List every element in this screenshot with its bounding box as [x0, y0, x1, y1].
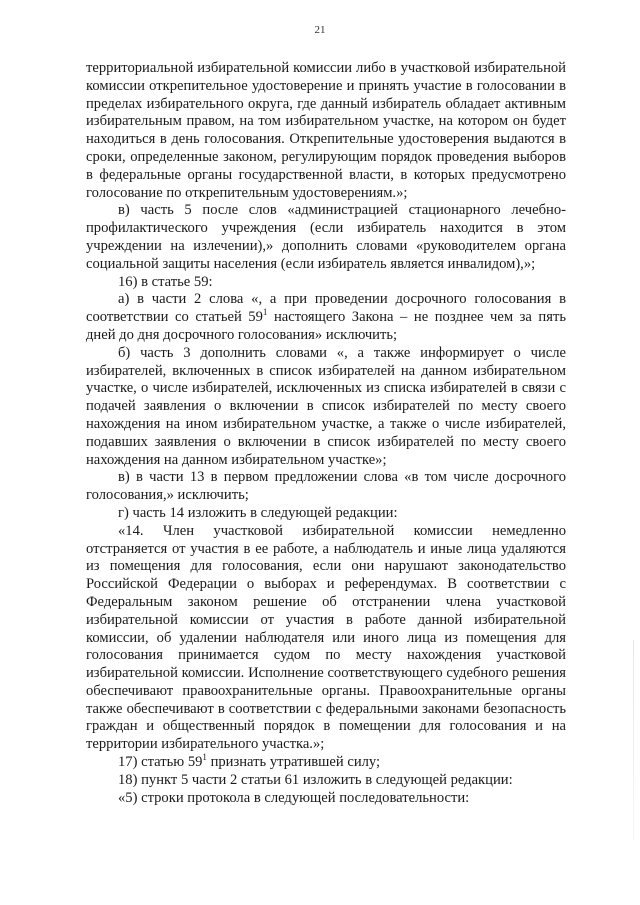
- text-fragment: а) в части 2 слова «, а при проведении досрочного голосования в соответствии со статьей 59: [86, 291, 566, 326]
- paragraph-item-v-part-13: в) в части 13 в первом предложении слова «в том числе досрочного голосования,» исключить;: [86, 469, 566, 504]
- paragraph-continuation: территориальной избирательной комиссии либо в участковой избирательной комиссии открепительное удостоверение и принять участие в голосовании в пределах избирательного округа, где данный избиратель обладает активным избирательным правом, на том избирательном участке, на котором он будет находиться в день голосования. Открепительные удостоверения выдаются в сроки, определенные законом, регулирующим порядок проведения выборов в федеральные органы государственной власти, в которых предусмотрено голосование по открепительным удостоверениям.»;: [86, 60, 566, 201]
- paragraph-quoted-part-14: «14. Член участковой избирательной комиссии немедленно отстраняется от участия в ее работе, а наблюдатель и иные лица удаляются из помещения для голосования, если они нарушают законодательство Российской Федерации о выборах и референдумах. В соответствии с Федеральным законом решение об отстранении члена участковой избирательной комиссии от участия в работе данной избирательной комиссии, об удалении наблюдателя или иного лица из помещения для голосования принимается судом по месту нахождения участковой избирательной комиссии. Исполнение соответствующего судебного решения обеспечивают правоохранительные органы. Правоохранительные органы также обеспечивают в соответствии с федеральными законами безопасность граждан и общественный порядок в помещении для голосования и на территории избирательного участка.»;: [86, 522, 566, 753]
- paragraph-quoted-item-5: «5) строки протокола в следующей последовательности:: [118, 789, 470, 806]
- text-fragment: настоящего Закона – не позднее чем за пять дней до дня досрочного голосования» исключить;: [86, 309, 566, 343]
- page-number: 21: [314, 24, 326, 36]
- paragraph-item-17: [86, 754, 566, 772]
- text-fragment: 17) статью 59: [118, 754, 203, 771]
- document-body: [86, 60, 566, 807]
- scan-edge-shadow: [633, 640, 634, 840]
- paragraph-item-g-part-14: г) часть 14 изложить в следующей редакции:: [118, 504, 398, 521]
- paragraph-item-b-part-3: б) часть 3 дополнить словами «, а также информирует о числе избирателей, включенных в список избирателей на данном избирательном участке, о числе избирателей, исключенных из списка избирателей в связи с подачей заявления о включении в список избирателей по месту своего нахождения на ином избирательном участке, а также о числе избирателей, подавших заявления о включении в список избирателей по месту своего нахождения на данном избирательном участке»;: [86, 344, 566, 468]
- paragraph-item-v-part-5: в) часть 5 после слов «администрацией стационарного лечебно-профилактического учреждения (если избиратель находится в этом учреждении на излечении),» дополнить словами «руководителем органа социальной защиты населения (если избиратель является инвалидом),»;: [86, 202, 566, 272]
- superscript: 1: [262, 307, 268, 318]
- paragraph-item-16: 16) в статье 59:: [118, 273, 213, 290]
- paragraph-item-18: 18) пункт 5 части 2 статьи 61 изложить в следующей редакции:: [118, 771, 513, 788]
- superscript: 1: [202, 752, 207, 763]
- paragraph-item-a-part-2: [86, 291, 566, 344]
- text-fragment: признать утратившей силу;: [206, 754, 381, 771]
